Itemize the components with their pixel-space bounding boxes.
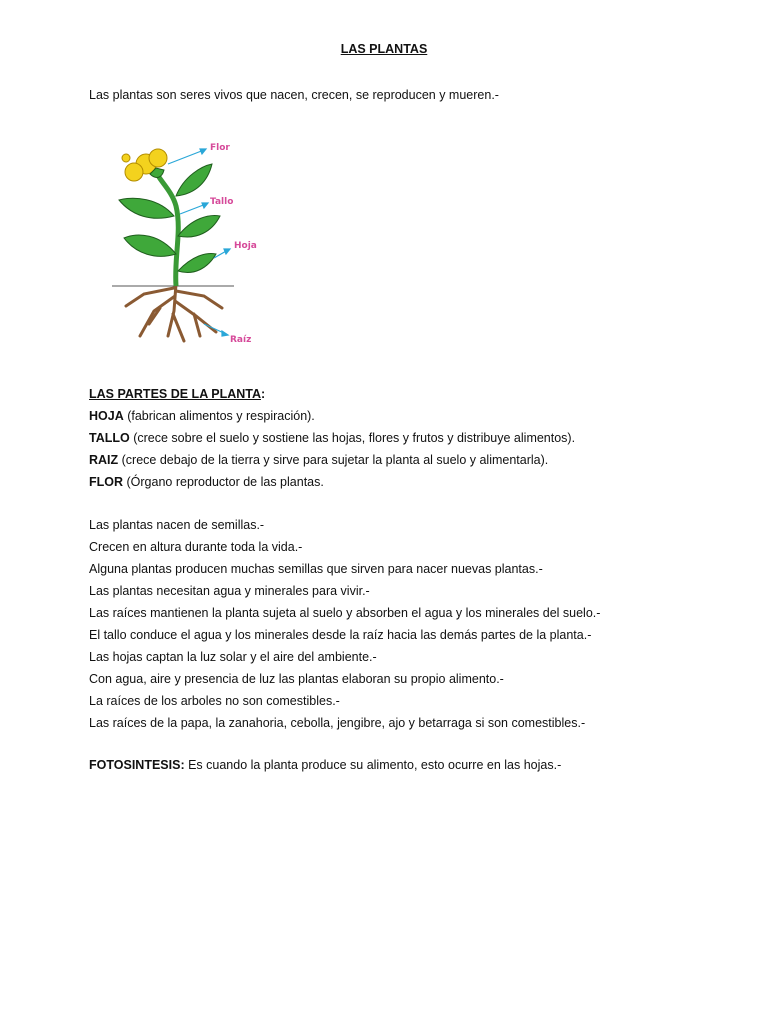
part-item-flor	[89, 471, 575, 493]
plant-parts-section	[89, 383, 575, 493]
fotosintesis-definition	[89, 758, 561, 772]
part-desc: (crece sobre el suelo y sostiene las hojas, flores y frutos y distribuye alimentos).	[129, 431, 576, 445]
part-desc: (crece debajo de la tierra y sirve para sujetar la planta al suelo y alimentarla).	[118, 453, 549, 467]
part-term: RAIZ	[89, 453, 119, 467]
page-title: LAS PLANTAS	[340, 42, 428, 56]
part-desc: (fabrican alimentos y respiración).	[123, 409, 315, 423]
fact-line: Crecen en altura durante toda la vida.-	[89, 540, 303, 554]
parts-heading-line	[89, 383, 575, 405]
plant-diagram	[104, 136, 274, 356]
fact-line: Las raíces mantienen la planta sujeta al suelo y absorben el agua y los minerales del suelo.-	[89, 606, 601, 620]
fact-line: Con agua, aire y presencia de luz las plantas elaboran su propio alimento.-	[89, 672, 504, 686]
part-item-tallo	[89, 427, 575, 449]
fotosintesis-term: FOTOSINTESIS:	[89, 758, 185, 772]
flower	[122, 149, 167, 181]
fact-line: Las raíces de la papa, la zanahoria, cebolla, jengibre, ajo y betarraga si son comestibles.-	[89, 716, 586, 730]
plant-facts-list	[89, 514, 600, 734]
part-item-raiz	[89, 449, 575, 471]
roots	[126, 284, 222, 341]
fact-line: El tallo conduce el agua y los minerales desde la raíz hacia las demás partes de la planta.-	[89, 628, 592, 642]
label-hoja: Hoja	[234, 241, 257, 251]
label-flor: Flor	[210, 143, 230, 153]
label-tallo: Tallo	[210, 197, 234, 207]
parts-heading-colon: :	[261, 387, 266, 401]
fact-line: Las plantas nacen de semillas.-	[89, 518, 265, 532]
fact-line: Las plantas necesitan agua y minerales para vivir.-	[89, 584, 370, 598]
parts-heading: LAS PARTES DE LA PLANTA	[89, 387, 261, 401]
part-term: TALLO	[89, 431, 130, 445]
intro-paragraph: Las plantas son seres vivos que nacen, crecen, se reproducen y mueren.-	[89, 88, 499, 102]
fact-line: La raíces de los arboles no son comestibles.-	[89, 694, 340, 708]
part-term: FLOR	[89, 475, 124, 489]
stem	[156, 172, 178, 286]
fotosintesis-desc: Es cuando la planta produce su alimento, esto ocurre en las hojas.-	[184, 758, 562, 772]
fact-line: Alguna plantas producen muchas semillas que sirven para nacer nuevas plantas.-	[89, 562, 543, 576]
part-desc: (Órgano reproductor de las plantas.	[123, 475, 324, 489]
plant-illustration	[104, 136, 274, 356]
part-term: HOJA	[89, 409, 124, 423]
label-raiz: Raíz	[230, 335, 252, 345]
fact-line: Las hojas captan la luz solar y el aire del ambiente.-	[89, 650, 377, 664]
part-item-hoja	[89, 405, 575, 427]
